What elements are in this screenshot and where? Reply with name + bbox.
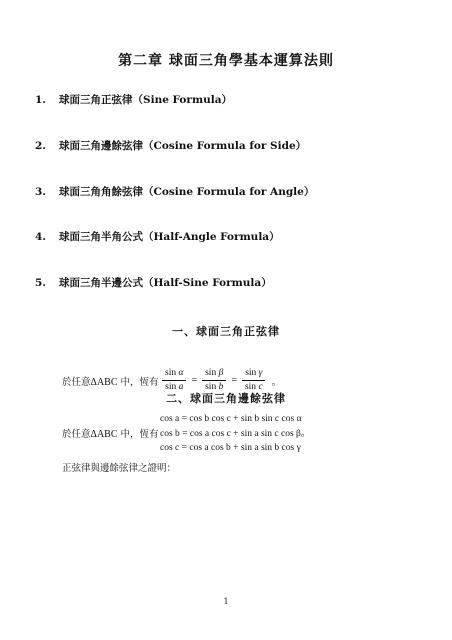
toc-item-number: 2. <box>35 140 46 152</box>
numerator: sin β <box>202 368 226 381</box>
toc-item-5 <box>35 275 272 290</box>
toc-item-text: 球面三角半角公式（Half-Angle Formula） <box>59 231 280 243</box>
cosine-law-intro <box>62 426 159 440</box>
equation-cos-b: cos b = cos a cos c + sin a sin c cos β。 <box>160 428 311 439</box>
intro-text: 於任意 <box>62 429 91 440</box>
numerator: sin γ <box>242 368 265 381</box>
page-number: 1 <box>223 597 229 606</box>
toc-item-text: 球面三角角餘弦律（Cosine Formula for Angle） <box>59 186 315 198</box>
toc-item-text: 球面三角半邊公式（Half-Sine Formula） <box>59 277 272 289</box>
toc-item-4 <box>35 229 280 244</box>
equals-sign: = <box>191 375 198 386</box>
toc-item-1 <box>35 92 232 107</box>
end-mark: 。 <box>300 428 311 439</box>
proof-note: 正弦律與邊餘弦律之證明： <box>62 463 177 474</box>
intro-text: 於任意 <box>62 377 91 388</box>
equals-sign: = <box>231 375 237 386</box>
section-title-cosine-law: 二、球面三角邊餘弦律 <box>166 392 286 405</box>
denominator: sin b <box>205 382 224 392</box>
denominator: sin a <box>165 382 184 392</box>
toc-item-2 <box>35 138 306 153</box>
toc-item-number: 1. <box>35 94 46 106</box>
toc-item-text: 球面三角正弦律（Sine Formula） <box>59 94 232 106</box>
cosine-law-formulas <box>160 412 310 456</box>
sine-law-intro <box>62 374 159 388</box>
triangle-label: ΔABC <box>90 377 118 388</box>
triangle-label: ΔABC <box>90 429 118 440</box>
toc-item-3 <box>35 184 314 199</box>
toc-item-text: 球面三角邊餘弦律（Cosine Formula for Side） <box>59 140 307 152</box>
toc-item-number: 5. <box>35 277 46 289</box>
end-mark: 。 <box>271 377 282 388</box>
section-title-sine-law: 一、球面三角正弦律 <box>172 325 280 338</box>
equation-cos-a: cos a = cos b cos c + sin b sin c cos α <box>160 414 302 424</box>
intro-mid-text: 中，恆有 <box>117 377 159 388</box>
intro-mid-text: 中，恆有 <box>117 429 159 440</box>
numerator: sin α <box>162 368 186 381</box>
equation-cos-c: cos c = cos a cos b + sin a sin b cos γ <box>160 443 301 453</box>
denominator: sin c <box>244 382 263 392</box>
toc-item-number: 4. <box>35 231 46 243</box>
toc-item-number: 3. <box>35 186 46 198</box>
chapter-title: 第二章 球面三角學基本運算法則 <box>118 53 334 69</box>
